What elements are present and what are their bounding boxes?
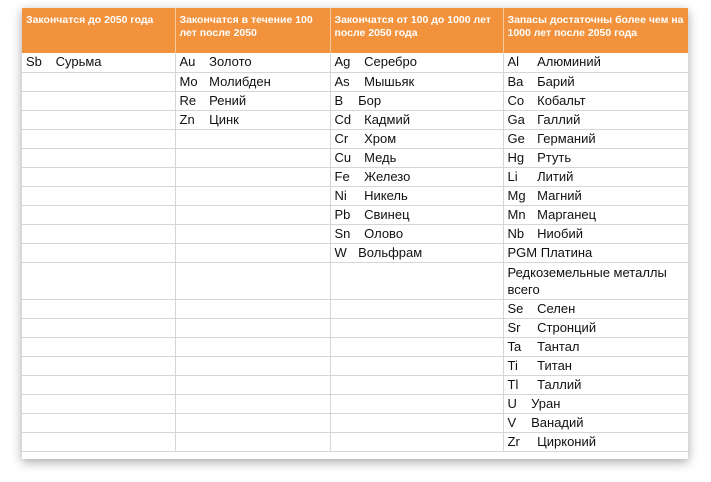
element-symbol: Al — [507, 54, 520, 70]
cell-before-2050 — [22, 167, 175, 186]
cell-before-2050 — [22, 72, 175, 91]
element-name: Платина — [540, 244, 593, 260]
element-symbol: Sn — [334, 225, 351, 241]
table-row — [22, 72, 688, 91]
cell-over-1000-years — [503, 413, 688, 432]
cell-within-100-years — [175, 375, 330, 394]
cell-before-2050 — [22, 262, 175, 299]
element-symbol: Co — [507, 92, 525, 108]
cell-100-to-1000-years — [330, 299, 503, 318]
cell-within-100-years — [175, 337, 330, 356]
element-symbol: Mg — [507, 187, 526, 203]
cell-before-2050 — [22, 91, 175, 110]
element-name: Тантал — [537, 338, 580, 354]
cell-100-to-1000-years — [330, 205, 503, 224]
element-symbol: B — [334, 92, 344, 108]
cell-within-100-years — [175, 356, 330, 375]
element-symbol: Sr — [507, 319, 521, 335]
cell-within-100-years — [175, 72, 330, 91]
element-name: Мышьяк — [364, 73, 415, 89]
header-within-100-years: Закончатся в течение 100 лет после 2050 — [175, 8, 330, 53]
element-symbol: Hg — [507, 149, 525, 165]
cell-before-2050 — [22, 375, 175, 394]
element-symbol: Se — [507, 300, 524, 316]
table-row — [22, 262, 688, 299]
element-name: Уран — [531, 395, 561, 411]
cell-100-to-1000-years — [330, 413, 503, 432]
element-symbol: Au — [179, 54, 196, 70]
cell-over-1000-years — [503, 394, 688, 413]
element-symbol: Tl — [507, 376, 519, 392]
element-name: Литий — [537, 168, 574, 184]
cell-100-to-1000-years — [330, 394, 503, 413]
element-symbol: Zr — [507, 433, 520, 449]
cell-within-100-years — [175, 243, 330, 262]
element-symbol: Zn — [179, 111, 195, 127]
table-row — [22, 167, 688, 186]
element-name: Цинк — [209, 111, 239, 127]
cell-over-1000-years — [503, 91, 688, 110]
cell-over-1000-years — [503, 432, 688, 451]
cell-before-2050 — [22, 148, 175, 167]
element-name: Таллий — [537, 376, 582, 392]
cell-within-100-years — [175, 413, 330, 432]
header-before-2050: Закончатся до 2050 года — [22, 8, 175, 53]
element-symbol: Ag — [334, 54, 351, 70]
cell-within-100-years — [175, 299, 330, 318]
cell-over-1000-years — [503, 110, 688, 129]
cell-over-1000-years — [503, 243, 688, 262]
element-name: Сурьма — [55, 54, 102, 70]
element-name: Золото — [209, 54, 252, 70]
table-row — [22, 243, 688, 262]
header-over-1000-years: Запасы достаточны более чем на 1000 лет после 2050 года — [503, 8, 688, 53]
table-row — [22, 432, 688, 451]
element-name: Галлий — [537, 111, 581, 127]
table-frame — [22, 8, 688, 459]
element-name: Молибден — [209, 73, 271, 89]
cell-100-to-1000-years — [330, 72, 503, 91]
header-row — [22, 8, 688, 53]
cell-before-2050 — [22, 53, 175, 72]
table-row — [22, 186, 688, 205]
cell-before-2050 — [22, 413, 175, 432]
cell-over-1000-years — [503, 167, 688, 186]
cell-100-to-1000-years — [330, 110, 503, 129]
table-row — [22, 413, 688, 432]
table-row — [22, 337, 688, 356]
element-name: Свинец — [364, 206, 410, 222]
cell-before-2050 — [22, 129, 175, 148]
element-symbol: Pb — [334, 206, 351, 222]
cell-within-100-years — [175, 53, 330, 72]
table-row — [22, 148, 688, 167]
element-symbol: Sb — [26, 54, 42, 70]
element-symbol: Ge — [507, 130, 525, 146]
cell-over-1000-years — [503, 72, 688, 91]
element-name: Олово — [364, 225, 404, 241]
element-name: Цирконий — [537, 433, 596, 449]
element-symbol: As — [334, 73, 350, 89]
element-name: Ниобий — [537, 225, 583, 241]
element-symbol: Fe — [334, 168, 350, 184]
cell-over-1000-years — [503, 356, 688, 375]
element-symbol: Ta — [507, 338, 522, 354]
table-body — [22, 53, 688, 451]
cell-before-2050 — [22, 356, 175, 375]
element-name: Ванадий — [531, 414, 584, 430]
cell-within-100-years — [175, 129, 330, 148]
cell-100-to-1000-years — [330, 129, 503, 148]
cell-within-100-years — [175, 262, 330, 299]
table-row — [22, 299, 688, 318]
cell-before-2050 — [22, 243, 175, 262]
element-name: Магний — [537, 187, 582, 203]
element-name: Рений — [209, 92, 247, 108]
cell-over-1000-years — [503, 375, 688, 394]
cell-over-1000-years — [503, 224, 688, 243]
cell-100-to-1000-years — [330, 375, 503, 394]
cell-within-100-years — [175, 186, 330, 205]
cell-100-to-1000-years — [330, 318, 503, 337]
element-name: Барий — [537, 73, 575, 89]
element-symbol: Ba — [507, 73, 524, 89]
cell-before-2050 — [22, 110, 175, 129]
table-row — [22, 356, 688, 375]
cell-100-to-1000-years — [330, 262, 503, 299]
cell-100-to-1000-years — [330, 224, 503, 243]
element-symbol: Li — [507, 168, 518, 184]
element-symbol: Cd — [334, 111, 352, 127]
element-name: Селен — [537, 300, 576, 316]
cell-within-100-years — [175, 91, 330, 110]
cell-before-2050 — [22, 337, 175, 356]
cell-before-2050 — [22, 224, 175, 243]
element-symbol: Cr — [334, 130, 349, 146]
element-symbol: Ti — [507, 357, 518, 373]
element-name: Железо — [364, 168, 411, 184]
cell-100-to-1000-years — [330, 91, 503, 110]
table-row — [22, 394, 688, 413]
table-row — [22, 205, 688, 224]
cell-before-2050 — [22, 205, 175, 224]
table-row — [22, 375, 688, 394]
cell-before-2050 — [22, 318, 175, 337]
table-row — [22, 110, 688, 129]
cell-100-to-1000-years — [330, 243, 503, 262]
element-symbol: Ga — [507, 111, 525, 127]
cell-100-to-1000-years — [330, 356, 503, 375]
cell-before-2050 — [22, 299, 175, 318]
cell-within-100-years — [175, 205, 330, 224]
cell-100-to-1000-years — [330, 186, 503, 205]
cell-100-to-1000-years — [330, 167, 503, 186]
element-name: Хром — [364, 130, 397, 146]
element-name: Серебро — [364, 54, 417, 70]
table-row — [22, 318, 688, 337]
cell-before-2050 — [22, 394, 175, 413]
element-name: Марганец — [537, 206, 597, 222]
cell-over-1000-years — [503, 262, 688, 299]
element-name: Редкоземельные металлы всего — [507, 264, 667, 297]
element-name: Кадмий — [364, 111, 410, 127]
cell-over-1000-years — [503, 299, 688, 318]
element-symbol: PGM — [507, 244, 538, 260]
element-symbol: Cu — [334, 149, 352, 165]
element-symbol: Mo — [179, 73, 198, 89]
table-row — [22, 224, 688, 243]
cell-over-1000-years — [503, 205, 688, 224]
element-name: Кобальт — [537, 92, 586, 108]
element-symbol: Re — [179, 92, 197, 108]
cell-before-2050 — [22, 432, 175, 451]
cell-within-100-years — [175, 432, 330, 451]
element-name: Алюминий — [537, 54, 601, 70]
cell-before-2050 — [22, 186, 175, 205]
cell-within-100-years — [175, 318, 330, 337]
cell-over-1000-years — [503, 186, 688, 205]
element-symbol: U — [507, 395, 517, 411]
element-symbol: W — [334, 244, 347, 260]
cell-within-100-years — [175, 224, 330, 243]
header-100-to-1000-years: Закончатся от 100 до 1000 лет после 2050 года — [330, 8, 503, 53]
cell-100-to-1000-years — [330, 53, 503, 72]
cell-100-to-1000-years — [330, 148, 503, 167]
element-name: Медь — [364, 149, 397, 165]
element-name: Германий — [537, 130, 596, 146]
cell-100-to-1000-years — [330, 337, 503, 356]
table-row — [22, 91, 688, 110]
cell-100-to-1000-years — [330, 432, 503, 451]
cell-over-1000-years — [503, 318, 688, 337]
cell-within-100-years — [175, 394, 330, 413]
element-symbol: Mn — [507, 206, 526, 222]
element-name: Титан — [537, 357, 572, 373]
element-name: Бор — [358, 92, 382, 108]
cell-within-100-years — [175, 167, 330, 186]
element-symbol: Ni — [334, 187, 347, 203]
cell-within-100-years — [175, 110, 330, 129]
cell-over-1000-years — [503, 337, 688, 356]
cell-over-1000-years — [503, 53, 688, 72]
element-symbol: V — [507, 414, 517, 430]
element-depletion-table — [22, 8, 688, 452]
cell-within-100-years — [175, 148, 330, 167]
cell-over-1000-years — [503, 129, 688, 148]
element-symbol: Nb — [507, 225, 525, 241]
element-name: Никель — [364, 187, 408, 203]
element-name: Ртуть — [537, 149, 572, 165]
element-name: Стронций — [537, 319, 597, 335]
table-row — [22, 53, 688, 72]
cell-over-1000-years — [503, 148, 688, 167]
element-name: Вольфрам — [358, 244, 423, 260]
table-row — [22, 129, 688, 148]
